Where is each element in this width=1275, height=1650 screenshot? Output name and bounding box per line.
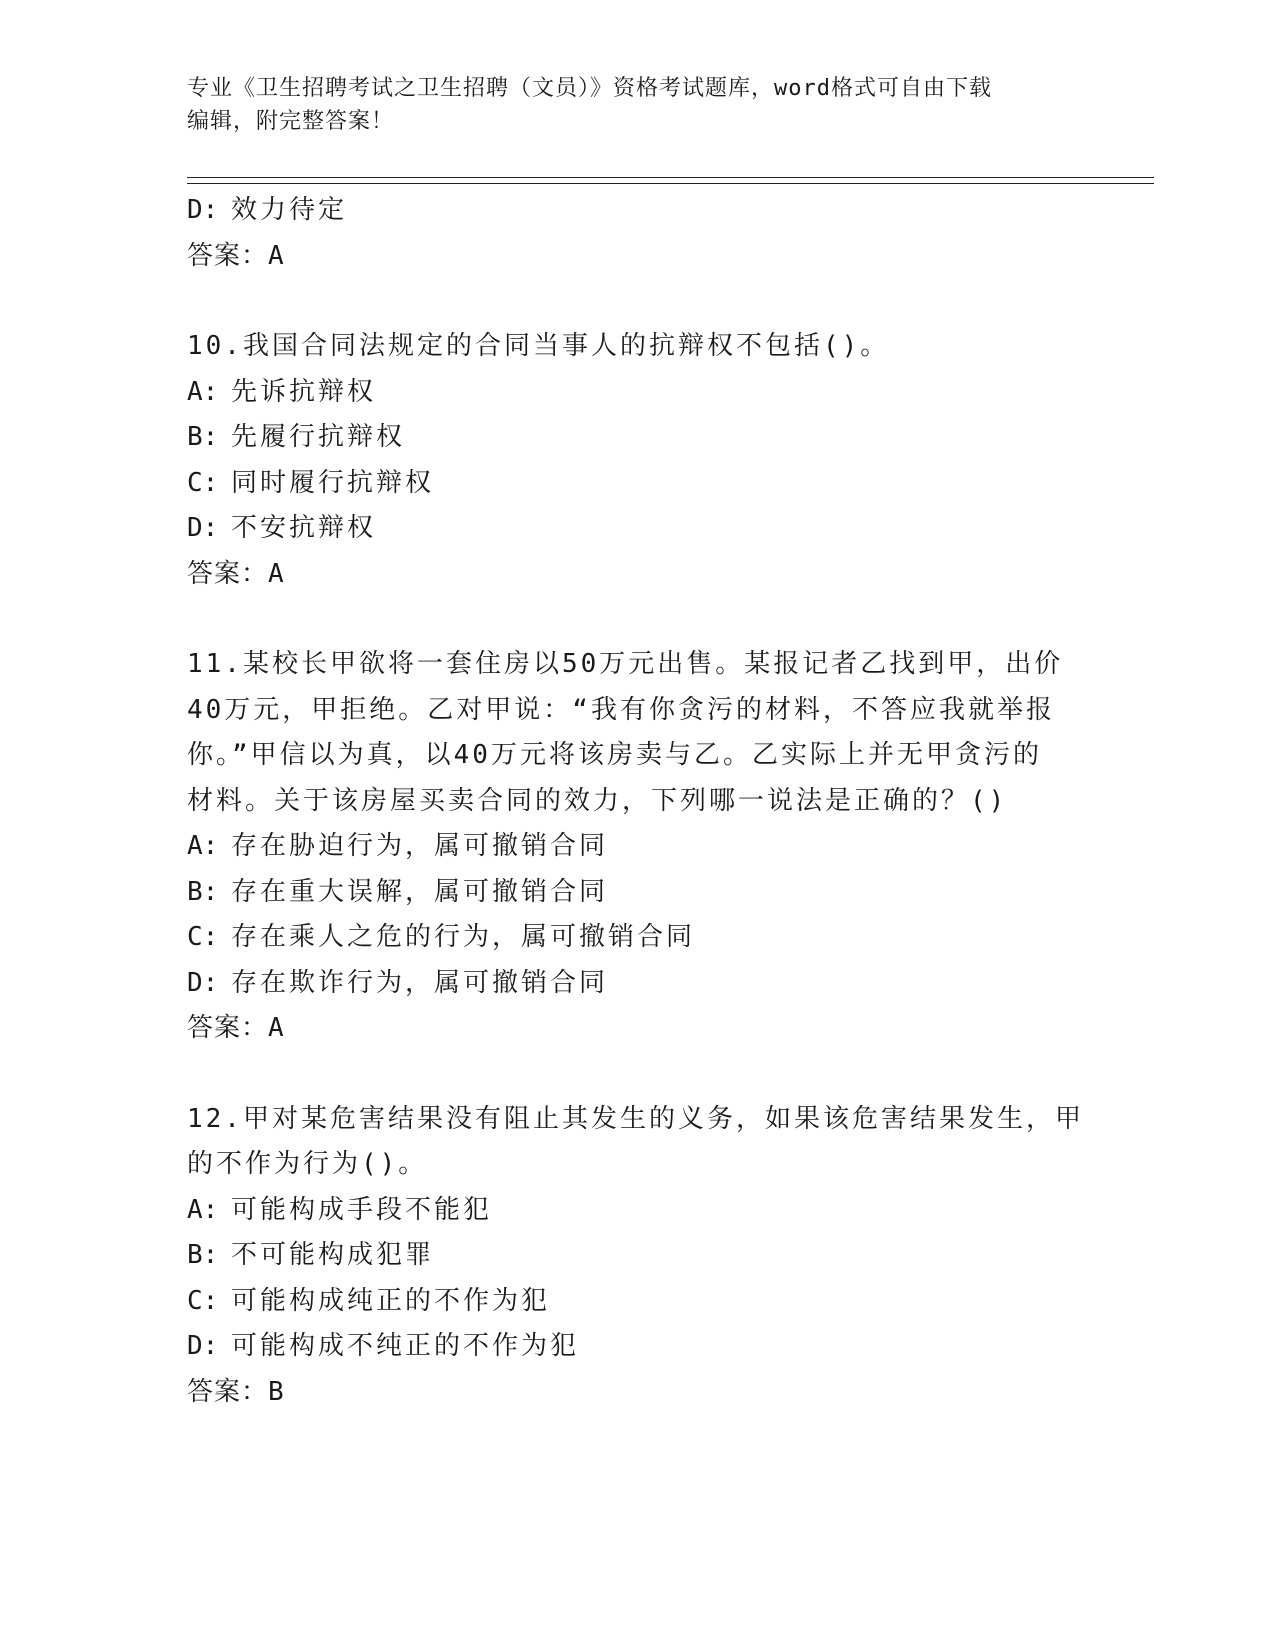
option-text: 同时履行抗辩权 (231, 467, 435, 498)
option-b (187, 1233, 1087, 1279)
previous-question-tail (187, 188, 1087, 279)
answer-line (187, 1006, 1087, 1052)
answer-value: A (268, 1013, 285, 1043)
option-label: C: (187, 1285, 219, 1316)
option-label: A: (187, 376, 219, 407)
answer-label: 答案： (187, 1376, 269, 1407)
header-rule-thick (187, 177, 1154, 178)
stem-line: 你。”甲信以为真，以40万元将该房卖与乙。乙实际上并无甲贪污的 (187, 740, 1042, 770)
option-label: B: (187, 1240, 219, 1270)
option-label: C: (187, 922, 219, 952)
option-text: 可能构成手段不能犯 (231, 1194, 493, 1225)
option-text: 效力待定 (231, 195, 348, 225)
question-11 (187, 642, 1087, 1052)
option-label: D: (187, 1331, 219, 1361)
option-d (187, 1324, 1087, 1370)
option-label: D: (187, 195, 219, 225)
header-rule-thin (187, 183, 1154, 184)
option-text: 存在重大误解，属可撤销合同 (231, 876, 609, 907)
option-text: 存在乘人之危的行为，属可撤销合同 (231, 922, 696, 952)
option-text: 不安抗辩权 (231, 513, 377, 543)
header-line-2: 编辑，附完整答案！ (187, 109, 395, 134)
document-body (187, 188, 1087, 1415)
option-a (187, 1188, 1087, 1234)
option-b (187, 415, 1087, 461)
document-header (187, 72, 1087, 138)
option-label: B: (187, 876, 219, 907)
option-a (187, 370, 1087, 416)
option-text: 可能构成不纯正的不作为犯 (231, 1331, 580, 1361)
option-d (187, 188, 1087, 234)
option-b (187, 870, 1087, 916)
option-c (187, 1279, 1087, 1325)
stem-line: 11.某校长甲欲将一套住房以50万元出售。某报记者乙找到甲，出价 (187, 649, 1064, 679)
option-c (187, 461, 1087, 507)
question-stem (187, 1097, 1087, 1188)
answer-line (187, 234, 1087, 280)
option-d (187, 961, 1087, 1007)
option-text: 存在欺诈行为，属可撤销合同 (231, 967, 609, 998)
option-label: B: (187, 422, 219, 452)
question-stem (187, 642, 1087, 824)
answer-label: 答案： (187, 1013, 269, 1043)
answer-value: A (268, 558, 285, 589)
question-stem (187, 324, 1087, 370)
answer-line (187, 1370, 1087, 1416)
stem-line: 40万元，甲拒绝。乙对甲说：“我有你贪污的材料，不答应我就举报 (187, 694, 1055, 725)
option-text: 不可能构成犯罪 (231, 1240, 435, 1270)
option-text: 先诉抗辩权 (231, 376, 377, 407)
option-d (187, 506, 1087, 552)
stem-line: 10.我国合同法规定的合同当事人的抗辩权不包括()。 (187, 331, 890, 361)
option-text: 可能构成纯正的不作为犯 (231, 1285, 551, 1316)
stem-line: 材料。关于该房屋买卖合同的效力，下列哪一说法是正确的？() (187, 785, 1008, 816)
option-text: 存在胁迫行为，属可撤销合同 (231, 831, 609, 861)
option-a (187, 824, 1087, 870)
question-10 (187, 324, 1087, 597)
option-label: D: (187, 513, 219, 543)
option-text: 先履行抗辩权 (231, 422, 406, 452)
answer-label: 答案： (187, 240, 269, 271)
option-label: C: (187, 467, 219, 498)
option-label: D: (187, 967, 219, 998)
option-label: A: (187, 831, 219, 861)
answer-line (187, 552, 1087, 598)
answer-value: B (268, 1376, 285, 1407)
stem-line: 12.甲对某危害结果没有阻止其发生的义务，如果该危害结果发生，甲 (187, 1103, 1084, 1134)
stem-line: 的不作为行为()。 (187, 1149, 428, 1179)
answer-value: A (268, 240, 285, 271)
option-label: A: (187, 1194, 219, 1225)
answer-label: 答案： (187, 558, 269, 589)
option-c (187, 915, 1087, 961)
question-12 (187, 1097, 1087, 1416)
header-line-1: 专业《卫生招聘考试之卫生招聘（文员）》资格考试题库，word格式可自由下载 (187, 76, 992, 101)
